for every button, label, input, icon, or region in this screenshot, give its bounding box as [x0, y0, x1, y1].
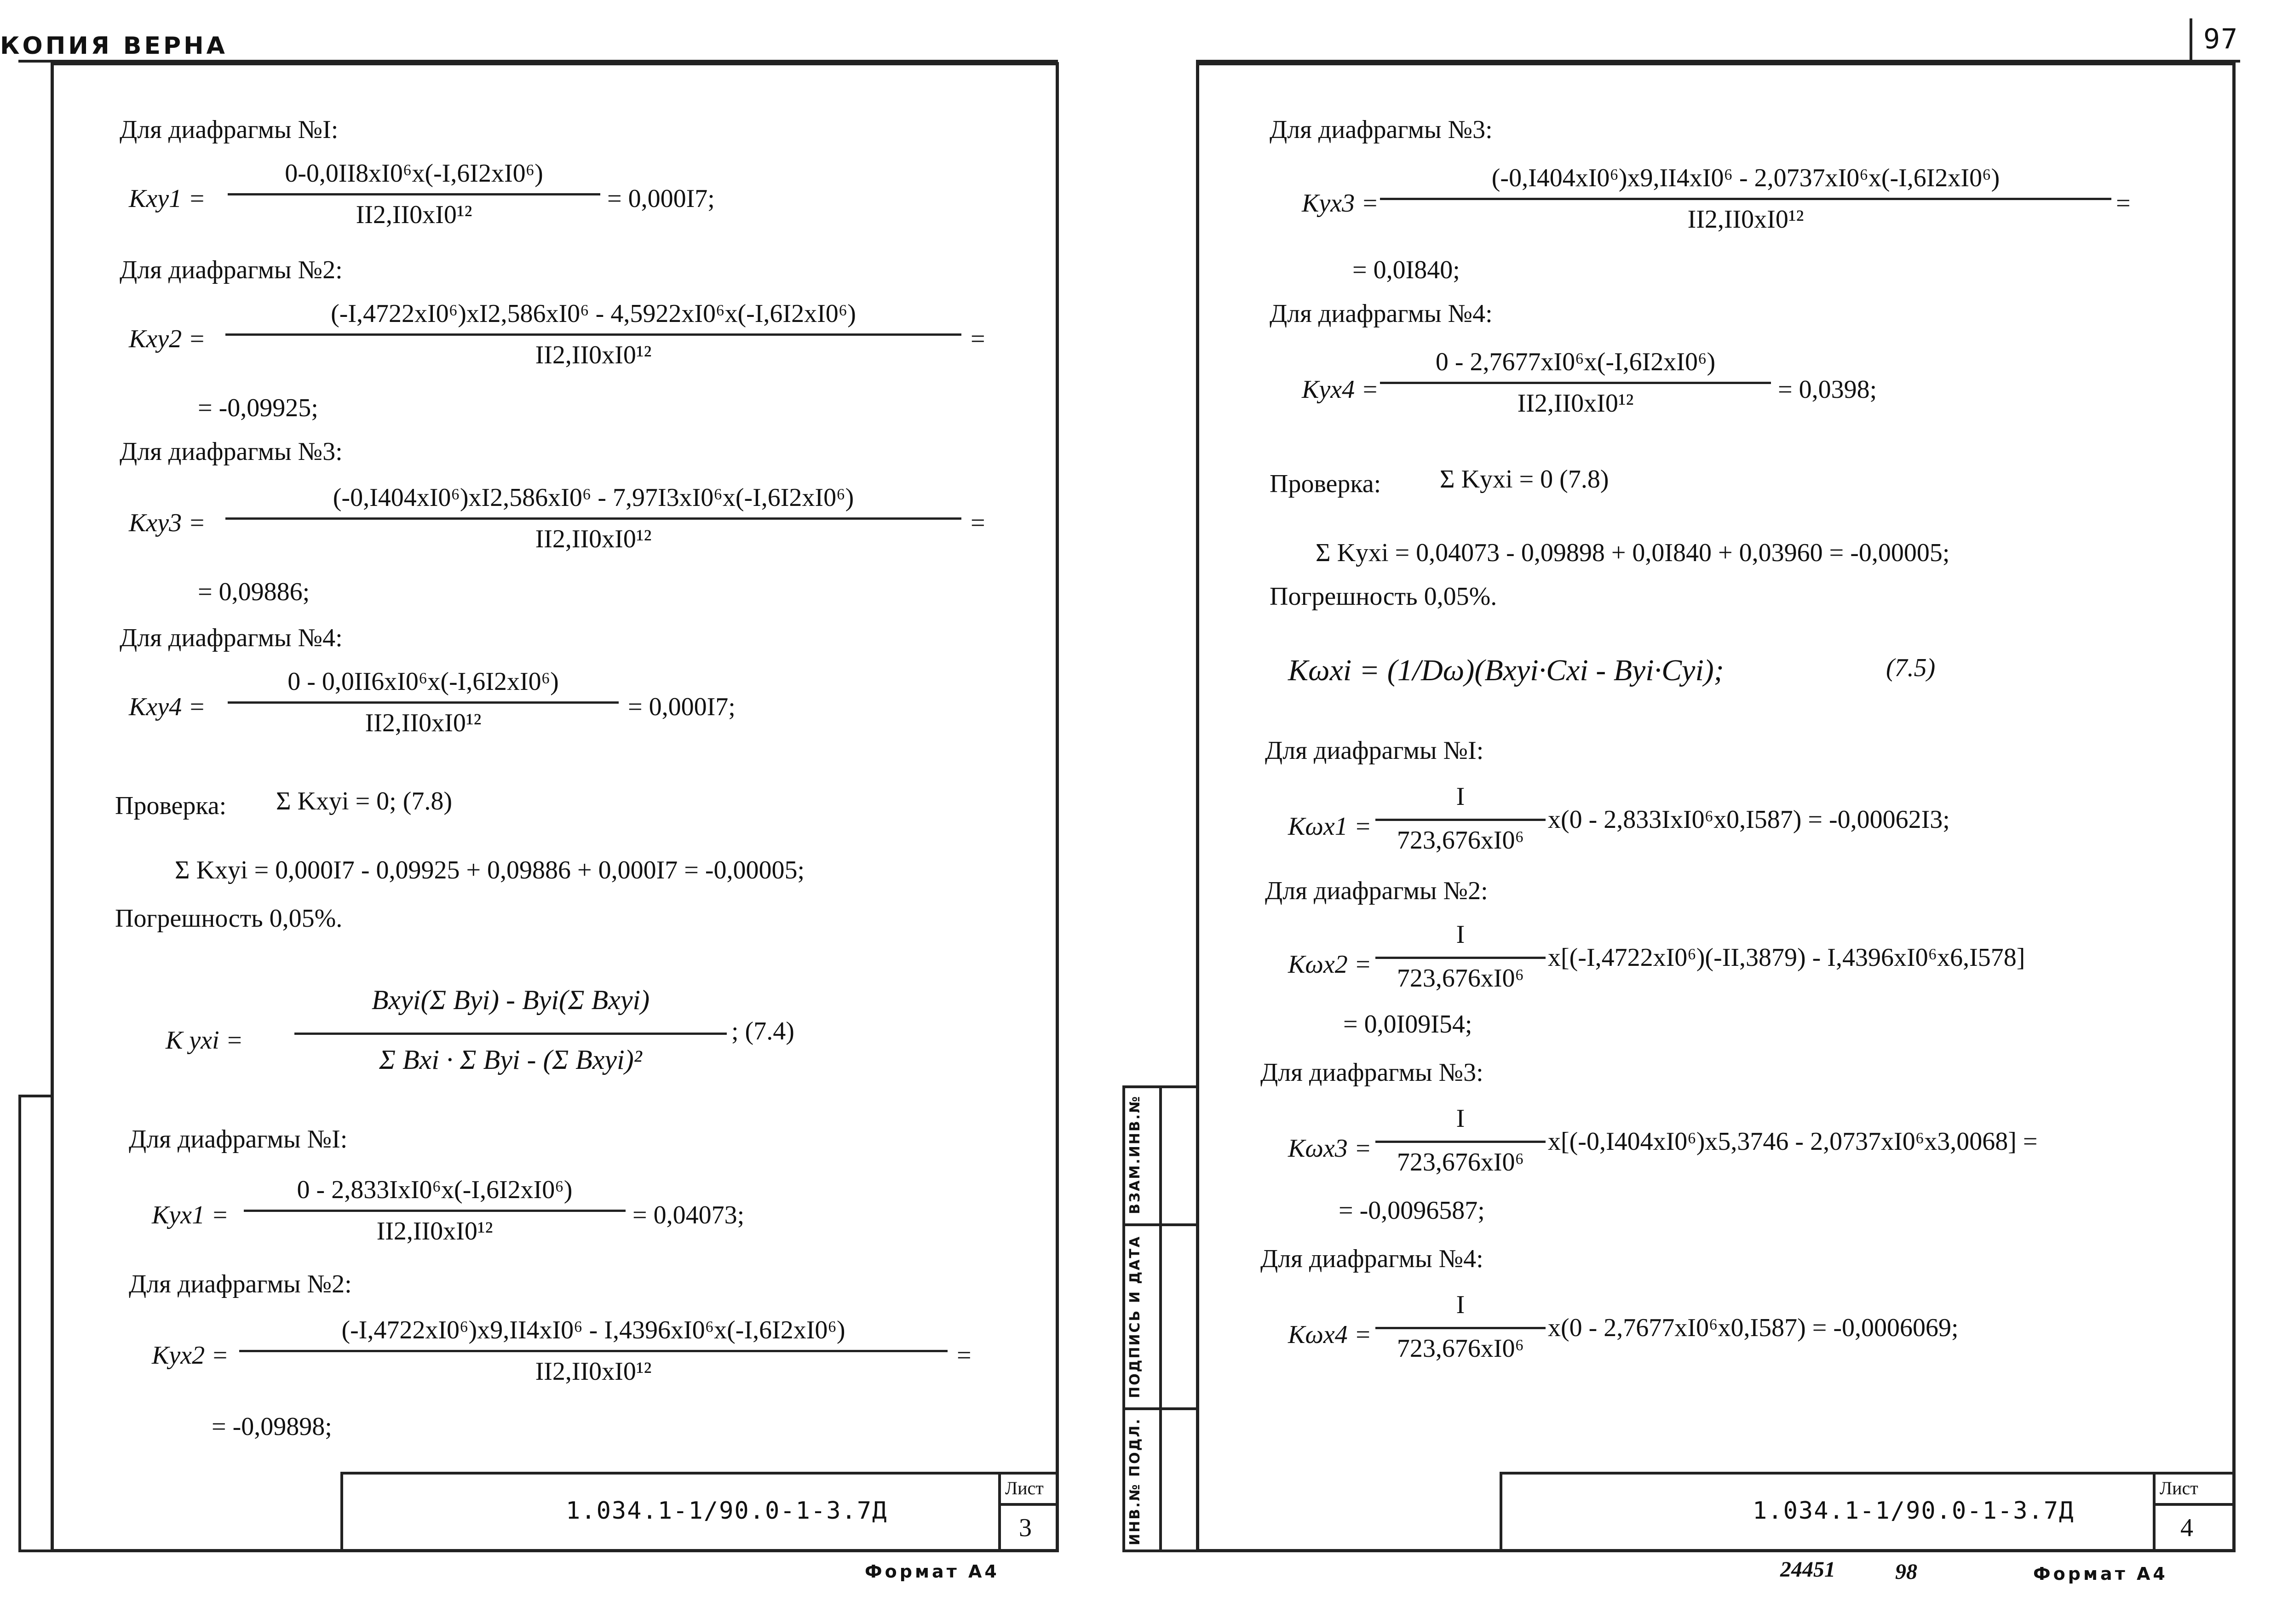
f74-numerator: Bxyi(Σ Byi) - Byi(Σ Bxyi): [371, 985, 650, 1015]
kyx3-label: Kyx3 =: [1302, 189, 1379, 218]
kyx2-equals: =: [957, 1341, 972, 1370]
left-check-label: Проверка:: [115, 792, 227, 820]
right-sheet-cell-rule: [2153, 1503, 2236, 1506]
left-diaphragm-1b-title: Для диафрагмы №I:: [129, 1125, 348, 1153]
kwx1-fraction-bar: [1375, 819, 1546, 821]
kxy1-numerator: 0-0,0II8xI0⁶x(-I,6I2xI0⁶): [285, 159, 543, 188]
kyx3-denominator: II2,II0xI0¹²: [1687, 205, 1804, 234]
left-format-label: Формат А4: [865, 1561, 1000, 1582]
left-sheet-cell-divider: [998, 1472, 1001, 1552]
f74-tag: ; (7.4): [731, 1017, 794, 1045]
left-binding-strip: [18, 1095, 51, 1552]
kxy3-label: Kxy3 =: [129, 509, 206, 537]
kwx3-denominator: 723,676xI0⁶: [1397, 1148, 1524, 1176]
kyx1-denominator: II2,II0xI0¹²: [376, 1217, 493, 1245]
kxy4-label: Kxy4 =: [129, 693, 206, 721]
kwx3-fraction-bar: [1375, 1141, 1546, 1143]
right-sheet-label: Лист: [2160, 1478, 2198, 1498]
kwx3-label: Kωx3 =: [1288, 1134, 1372, 1163]
kyx3-numerator: (-0,I404xI0⁶)x9,II4xI0⁶ - 2,0737xI0⁶x(-I,6I2xI0⁶): [1491, 164, 2000, 192]
kwx3-numerator: I: [1456, 1104, 1465, 1133]
f75-tag: (7.5): [1886, 654, 1936, 682]
right-diaphragm-4-title: Для диафрагмы №4:: [1270, 299, 1493, 328]
left-diaphragm-2b-title: Для диафрагмы №2:: [129, 1270, 352, 1298]
archive-page: 98: [1895, 1560, 1917, 1584]
kxy3-equals: =: [971, 509, 985, 537]
kyx3-fraction-bar: [1380, 198, 2111, 200]
right-sheet-number: 4: [2180, 1514, 2193, 1542]
kwx4-numerator: I: [1456, 1291, 1465, 1319]
left-diaphragm-3-title: Для диафрагмы №3:: [120, 437, 343, 466]
left-error-note: Погрешность 0,05%.: [115, 904, 343, 933]
kyx1-label: Kyx1 =: [152, 1201, 229, 1229]
right-sheet-cell-divider: [2153, 1472, 2156, 1552]
kxy1-fraction-bar: [228, 193, 600, 195]
kyx2-label: Kyx2 =: [152, 1341, 229, 1370]
left-diaphragm-1-title: Для диафрагмы №I:: [120, 115, 339, 144]
kxy4-fraction-bar: [228, 701, 619, 704]
kyx3-equals: =: [2116, 189, 2131, 218]
side-stamp-vertical-rule: [1159, 1085, 1162, 1552]
kyx3-result: = 0,0I840;: [1352, 256, 1460, 284]
kxy2-equals: =: [971, 325, 985, 353]
kyx4-result: = 0,0398;: [1778, 375, 1877, 404]
kxy2-label: Kxy2 =: [129, 325, 206, 353]
right-diaphragm-3b-title: Для диафрагмы №3:: [1260, 1058, 1483, 1087]
kyx2-numerator: (-I,4722xI0⁶)x9,II4xI0⁶ - I,4396xI0⁶x(-I,6I2xI0⁶): [341, 1316, 845, 1344]
kyx2-result: = -0,09898;: [212, 1412, 332, 1441]
kwx4-denominator: 723,676xI0⁶: [1397, 1334, 1524, 1363]
kyx1-numerator: 0 - 2,833IxI0⁶x(-I,6I2xI0⁶): [297, 1176, 573, 1204]
kwx2-result: = 0,0I09I54;: [1343, 1010, 1472, 1039]
kyx1-result: = 0,04073;: [632, 1201, 745, 1229]
page-number: 97: [2203, 23, 2239, 55]
left-sheet-label: Лист: [1005, 1478, 1044, 1498]
kyx4-fraction-bar: [1380, 382, 1771, 384]
kwx2-numerator: I: [1456, 920, 1465, 949]
side-stamp-replacement-inv: ВЗАМ.ИНВ.№: [1127, 1095, 1143, 1214]
side-stamp-signature-date: ПОДПИСЬ И ДАТА: [1127, 1235, 1143, 1398]
kyx2-denominator: II2,II0xI0¹²: [535, 1357, 652, 1386]
kxy1-result: = 0,000I7;: [607, 184, 715, 213]
kxy4-denominator: II2,II0xI0¹²: [365, 709, 482, 737]
kwx3-result: = -0,0096587;: [1339, 1196, 1485, 1225]
f74-label: K yxi =: [166, 1026, 243, 1055]
kwx1-rest: x(0 - 2,833IxI0⁶x0,I587) = -0,00062I3;: [1548, 805, 1950, 834]
kyx4-denominator: II2,II0xI0¹²: [1517, 389, 1634, 418]
right-diaphragm-1-title: Для диафрагмы №I:: [1265, 736, 1484, 765]
side-stamp-inv-orig: ИНВ.№ ПОДЛ.: [1127, 1417, 1143, 1545]
right-diaphragm-3-title: Для диафрагмы №3:: [1270, 115, 1493, 144]
kwx1-denominator: 723,676xI0⁶: [1397, 826, 1524, 855]
kxy2-result: = -0,09925;: [198, 394, 318, 422]
kwx2-denominator: 723,676xI0⁶: [1397, 964, 1524, 993]
left-document-code: 1.034.1-1/90.0-1-3.7Д: [566, 1497, 888, 1525]
page-number-divider: [2190, 18, 2192, 62]
archive-number: 24451: [1780, 1557, 1835, 1582]
f74-denominator: Σ Bxi · Σ Byi - (Σ Bxyi)²: [379, 1044, 642, 1075]
kwx2-rest: x[(-I,4722xI0⁶)(-II,3879) - I,4396xI0⁶x6,I578]: [1548, 943, 2025, 972]
kxy2-fraction-bar: [225, 333, 961, 336]
kyx4-label: Kyx4 =: [1302, 375, 1379, 404]
kxy2-numerator: (-I,4722xI0⁶)xI2,586xI0⁶ - 4,5922xI0⁶x(-I,6I2xI0⁶): [331, 299, 856, 328]
right-error-note: Погрешность 0,05%.: [1270, 582, 1497, 611]
kyx2-fraction-bar: [239, 1350, 948, 1352]
kwx3-rest: x[(-0,I404xI0⁶)x5,3746 - 2,0737xI0⁶x3,0068] =: [1548, 1127, 2038, 1156]
copy-certified-stamp: КОПИЯ ВЕРНА: [0, 32, 228, 60]
left-check-formula: Σ Kxyi = 0; (7.8): [276, 787, 453, 815]
left-diaphragm-4-title: Для диафрагмы №4:: [120, 624, 343, 652]
kxy4-result: = 0,000I7;: [628, 693, 736, 721]
kwx2-label: Kωx2 =: [1288, 950, 1372, 979]
kwx1-label: Kωx1 =: [1288, 812, 1372, 841]
kwx2-fraction-bar: [1375, 957, 1546, 959]
kyx4-numerator: 0 - 2,7677xI0⁶x(-I,6I2xI0⁶): [1435, 348, 1716, 376]
right-check-formula: Σ Kyxi = 0 (7.8): [1440, 465, 1609, 494]
kxy1-label: Kxy1 =: [129, 184, 206, 213]
kyx1-fraction-bar: [244, 1210, 626, 1212]
left-diaphragm-2-title: Для диафрагмы №2:: [120, 256, 343, 284]
f74-fraction-bar: [294, 1033, 727, 1035]
kwx4-label: Kωx4 =: [1288, 1320, 1372, 1349]
kwx1-numerator: I: [1456, 782, 1465, 811]
f75-formula: Kωxi = (1/Dω)(Bxyi·Cxi - Byi·Cyi);: [1288, 654, 1724, 687]
right-diaphragm-4b-title: Для диафрагмы №4:: [1260, 1245, 1483, 1273]
right-check-sum: Σ Kyxi = 0,04073 - 0,09898 + 0,0I840 + 0,03960 = -0,00005;: [1316, 539, 1950, 567]
right-check-label: Проверка:: [1270, 470, 1381, 498]
left-sheet-number: 3: [1019, 1514, 1032, 1542]
right-diaphragm-2-title: Для диафрагмы №2:: [1265, 877, 1488, 905]
kxy1-denominator: II2,II0xI0¹²: [356, 201, 472, 229]
right-format-label: Формат А4: [2033, 1564, 2168, 1584]
kwx4-rest: x(0 - 2,7677xI0⁶x0,I587) = -0,0006069;: [1548, 1314, 1959, 1342]
kxy3-fraction-bar: [225, 517, 961, 520]
kxy3-result: = 0,09886;: [198, 578, 310, 606]
left-sheet-cell-rule: [998, 1503, 1059, 1506]
kxy3-denominator: II2,II0xI0¹²: [535, 525, 652, 553]
kxy3-numerator: (-0,I404xI0⁶)xI2,586xI0⁶ - 7,97I3xI0⁶x(-I,6I2xI0⁶): [333, 483, 854, 512]
kxy2-denominator: II2,II0xI0¹²: [535, 341, 652, 369]
left-check-sum: Σ Kxyi = 0,000I7 - 0,09925 + 0,09886 + 0,000I7 = -0,00005;: [175, 856, 805, 884]
kwx4-fraction-bar: [1375, 1327, 1546, 1329]
right-document-code: 1.034.1-1/90.0-1-3.7Д: [1753, 1497, 2075, 1525]
kxy4-numerator: 0 - 0,0II6xI0⁶x(-I,6I2xI0⁶): [287, 667, 559, 696]
